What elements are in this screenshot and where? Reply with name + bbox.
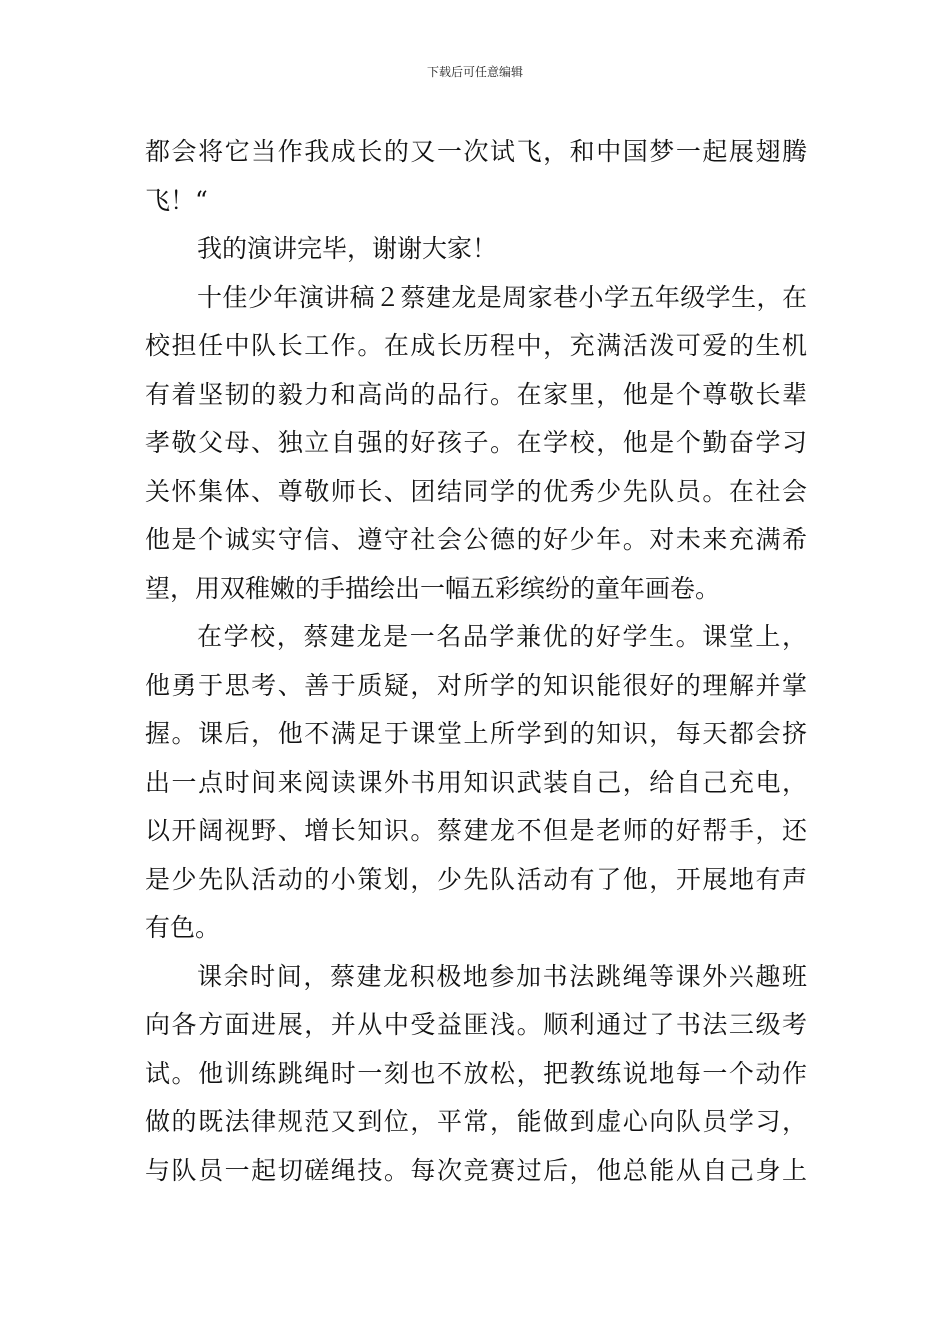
text-line: 他勇于思考、善于质疑，对所学的知识能很好的理解并掌 [145,670,807,700]
text-line: 以开阔视野、增长知识。蔡建龙不但是老师的好帮手，还 [145,816,807,845]
text-line: 做的既法律规范又到位，平常，能做到虚心向队员学习， [145,1107,807,1136]
text-line: 都会将它当作我成长的又一次试飞，和中国梦一起展翅腾 [145,137,807,166]
text-line: 在学校，蔡建龙是一名品学兼优的好学生。课堂上， [197,622,807,651]
text-line: 出一点时间来阅读课外书用知识武装自己，给自己充电， [145,767,807,797]
page-header: 下载后可任意编辑 [426,65,523,79]
text-line: 课余时间，蔡建龙积极地参加书法跳绳等课外兴趣班 [197,961,807,991]
text-line: 有色。 [145,913,221,942]
text-line: 是少先队活动的小策划，少先队活动有了他，开展地有声 [145,864,807,894]
document-body [145,128,807,1195]
text-line: 握。课后，他不满足于课堂上所学到的知识，每天都会挤 [145,719,807,748]
text-line: 飞！“ [145,185,208,215]
text-line: 与队员一起切磋绳技。每次竞赛过后，他总能从自己身上 [145,1155,807,1185]
text-line: 校担任中队长工作。在成长历程中，充满活泼可爱的生机 [145,331,807,360]
text-line: 望，用双稚嫩的手描绘出一幅五彩缤纷的童年画卷。 [145,573,721,603]
text-line: 向各方面进展，并从中受益匪浅。顺利通过了书法三级考 [145,1010,807,1039]
text-line: 有着坚韧的毅力和高尚的品行。在家里，他是个尊敬长辈 [145,379,807,409]
text-line: 他是个诚实守信、遵守社会公德的好少年。对未来充满希 [145,525,807,554]
text-line: 关怀集体、尊敬师长、团结同学的优秀少先队员。在社会 [145,476,807,506]
text-line: 试。他训练跳绳时一刻也不放松，把教练说地每一个动作 [145,1058,807,1088]
text-line: 我的演讲完毕，谢谢大家！ [197,234,498,263]
text-line: 十佳少年演讲稿２蔡建龙是周家巷小学五年级学生，在 [197,282,807,312]
text-line: 孝敬父母、独立自强的好孩子。在学校，他是个勤奋学习 [145,428,807,457]
